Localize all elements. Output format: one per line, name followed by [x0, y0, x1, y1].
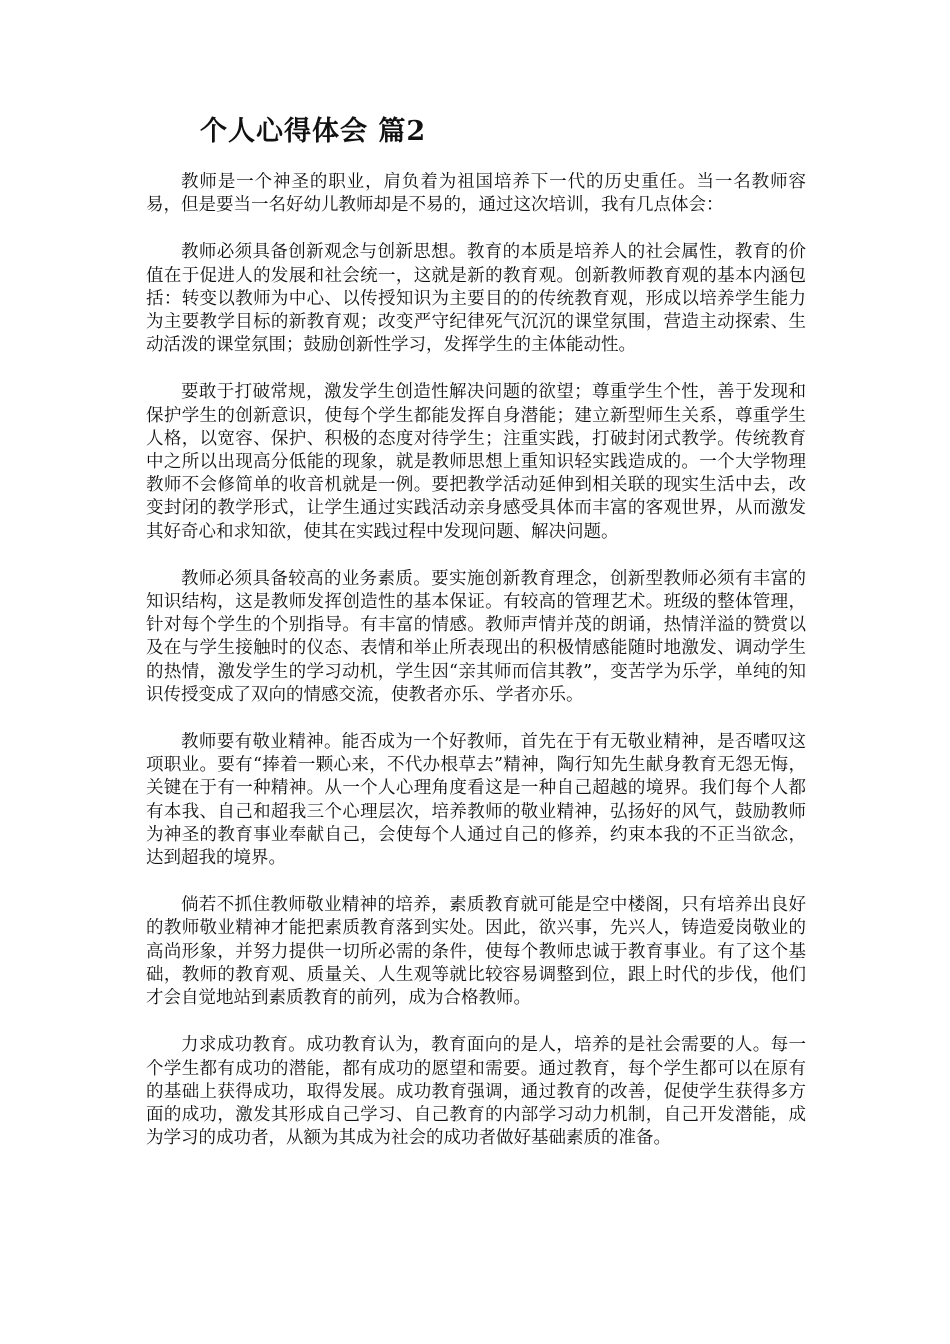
paragraph: 教师要有敬业精神。能否成为一个好教师，首先在于有无敬业精神，是否嗜叹这项职业。要有“捧着一颗心来，不代办根草去”精神，陶行知先生献身教育无怨无悔，关键在于有一种精神。从一个人心理角度看这是一种自己超越的境界。我们每个人都有本我、自己和超我三个心理层次，培养教师的敬业精神，弘扬好的风气，鼓励教师为神圣的教育事业奉献自己，会使每个人通过自己的修养，约束本我的不正当欲念，达到超我的境界。	[146, 732, 806, 869]
document-title: 个人心得体会 篇2	[200, 116, 427, 147]
paragraph: 教师必须具备创新观念与创新思想。教育的本质是培养人的社会属性，教育的价值在于促进人的发展和社会统一，这就是新的教育观。创新教师教育观的基本内涵包括：转变以教师为中心、以传授知识为主要目的的传统教育观，形成以培养学生能力为主要教学目标的新教育观；改变严守纪律死气沉沉的课堂氛围，营造主动探索、生动活泼的课堂氛围；鼓励创新性学习，发挥学生的主体能动性。	[146, 242, 806, 356]
document-body	[146, 171, 806, 1174]
paragraph: 教师是一个神圣的职业，肩负着为祖国培养下一代的历史重任。当一名教师容易，但是要当一名好幼儿教师却是不易的，通过这次培训，我有几点体会：	[146, 172, 806, 216]
paragraph: 力求成功教育。成功教育认为，教育面向的是人，培养的是社会需要的人。每一个学生都有成功的潜能，都有成功的愿望和需要。通过教育，每个学生都可以在原有的基础上获得成功，取得发展。成功教育强调，通过教育的改善，促使学生获得多方面的成功，激发其形成自己学习、自己教育的内部学习动力机制，自己开发潜能，成为学习的成功者，从额为其成为社会的成功者做好基础素质的准备。	[146, 1035, 806, 1149]
paragraph: 教师必须具备较高的业务素质。要实施创新教育理念，创新型教师必须有丰富的知识结构，这是教师发挥创造性的基本保证。有较高的管理艺术。班级的整体管理，针对每个学生的个别指导。有丰富的情感。教师声情并茂的朗诵，热情洋溢的赞赏以及在与学生接触时的仪态、表情和举止所表现出的积极情感能随时地激发、调动学生的热情，激发学生的学习动机，学生因“亲其师而信其教”，变苦学为乐学，单纯的知识传授变成了双向的情感交流，使教者亦乐、学者亦乐。	[146, 568, 806, 705]
paragraph: 倘若不抓住教师敬业精神的培养，素质教育就可能是空中楼阁，只有培养出良好的教师敬业精神才能把素质教育落到实处。因此，欲兴事，先兴人，铸造爱岗敬业的高尚形象，并努力提供一切所必需的条件，使每个教师忠诚于教育事业。有了这个基础，教师的教育观、质量关、人生观等就比较容易调整到位，跟上时代的步伐，他们才会自觉地站到素质教育的前列，成为合格教师。	[146, 895, 806, 1009]
paragraph: 要敢于打破常规，激发学生创造性解决问题的欲望；尊重学生个性，善于发现和保护学生的创新意识，使每个学生都能发挥自身潜能；建立新型师生关系，尊重学生人格，以宽容、保护、积极的态度对待学生；注重实践，打破封闭式教学。传统教育中之所以出现高分低能的现象，就是教师思想上重知识轻实践造成的。一个大学物理教师不会修简单的收音机就是一例。要把教学活动延伸到相关联的现实生活中去，改变封闭的教学形式，让学生通过实践活动亲身感受具体而丰富的客观世界，从而激发其好奇心和求知欲，使其在实践过程中发现问题、解决问题。	[146, 382, 806, 542]
